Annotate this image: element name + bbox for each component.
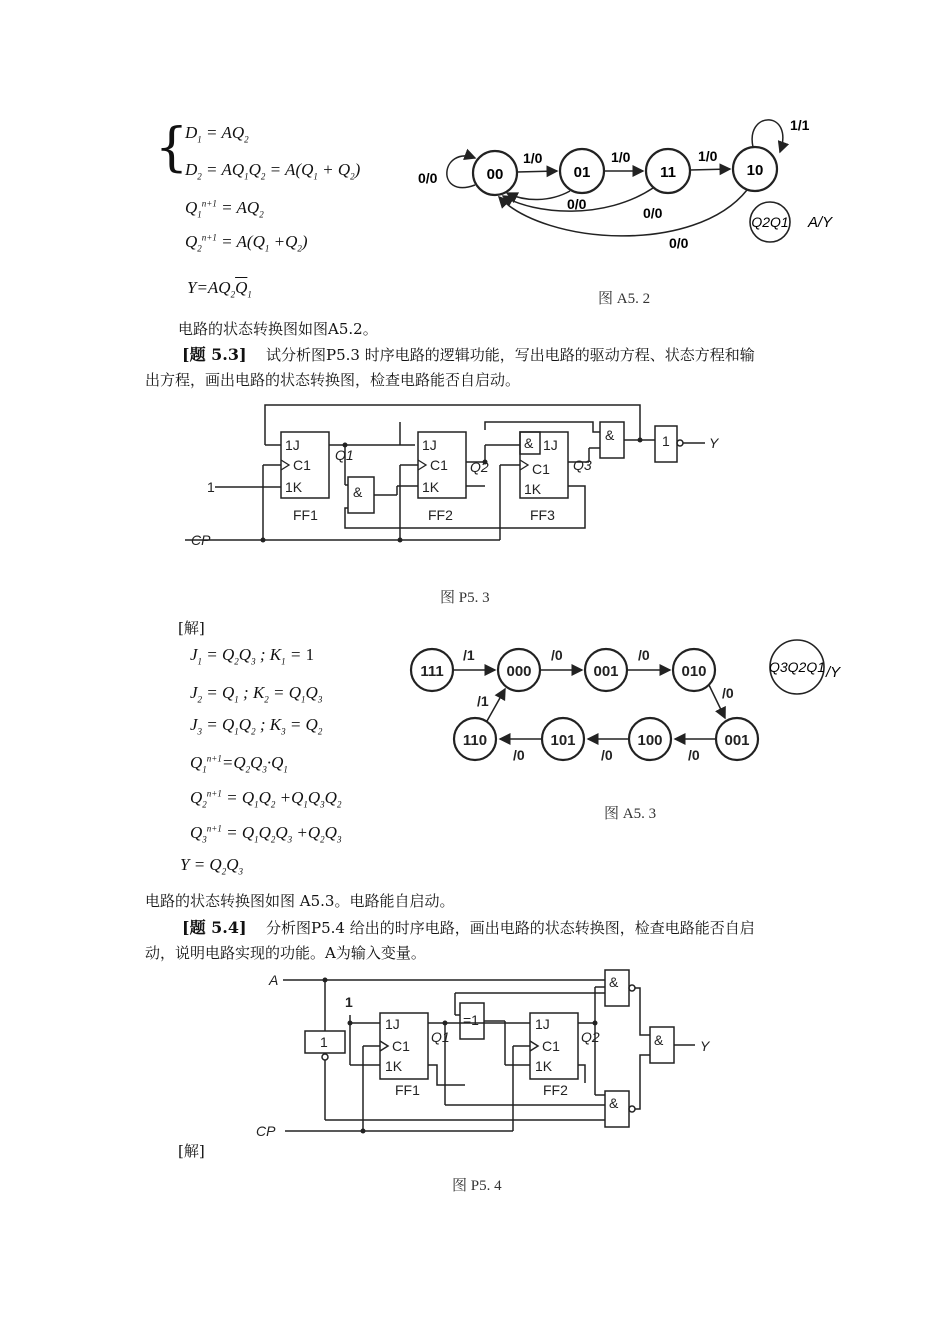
p54-and-bottom: & [609, 1095, 619, 1111]
ff3-c: C1 [532, 461, 550, 477]
eq53-1: $J_1 = Q_2Q_3$ ; $K_1 = 1$ [190, 645, 315, 667]
legend-io-a52: A/Y [808, 214, 833, 231]
q1-label: Q1 [335, 447, 354, 463]
a53-state-101: 101 [550, 732, 576, 749]
a53-lbl-001-010: /0 [638, 647, 650, 663]
circuit-p53 [185, 400, 745, 560]
label-11-10: 1/0 [698, 148, 718, 164]
state-01-label: 01 [573, 164, 591, 181]
eq53-3: $J_3 = Q_1Q_2$ ; $K_3 = Q_2$ [190, 715, 323, 737]
state-10-label: 10 [746, 162, 764, 179]
a53-lbl-110-000: /1 [477, 693, 489, 709]
brace: { [155, 118, 189, 178]
p54-ff2-j: 1J [535, 1016, 550, 1032]
p54-cp: CP [256, 1123, 276, 1139]
ff3-and: & [524, 435, 534, 451]
a53-state-010: 010 [681, 663, 707, 680]
p54-xor: =1 [463, 1012, 479, 1028]
a53-lbl-010-001: /0 [722, 685, 734, 701]
question-54-line1: 分析图P5.4 给出的时序电路，画出电路的状态转换图，检查电路能否自启 [266, 919, 755, 937]
ff1-label: FF1 [293, 507, 318, 523]
circuit-p54 [255, 965, 725, 1145]
state-00 [473, 151, 517, 195]
solution-tag-53: [解] [178, 619, 205, 637]
label-00-01: 1/0 [523, 150, 543, 166]
ff2-c: C1 [430, 457, 448, 473]
p54-and-out: & [654, 1032, 664, 1048]
out-y: Y [709, 435, 719, 451]
a53-state-000: 000 [506, 663, 532, 680]
p54-ff2-label: FF2 [543, 1082, 568, 1098]
ff3-j: 1J [543, 437, 558, 453]
eq53-6: $Q_3^{n+1} = Q_1Q_2Q_3 +Q_2Q_3$ [190, 823, 342, 845]
p54-ff1-k: 1K [385, 1058, 403, 1074]
eq-y: $Y=AQ_2\overline{Q}_1$ [187, 278, 252, 300]
and-gate-top: & [605, 427, 615, 443]
a53-lbl-001-100: /0 [688, 747, 700, 763]
p54-a-label: A [269, 972, 279, 988]
p54-input-1: 1 [345, 994, 353, 1010]
label-self10: 1/1 [790, 117, 810, 133]
p54-out-y: Y [700, 1038, 710, 1054]
eq53-5: $Q_2^{n+1} = Q_1Q_2 +Q_1Q_3Q_2$ [190, 788, 342, 810]
eq53-2: $J_2 = Q_1$ ; $K_2 = Q_1Q_3$ [190, 683, 323, 705]
tag-54: [题 5.4] [182, 918, 247, 937]
p54-q1: Q1 [431, 1029, 450, 1045]
conclusion-53: 电路的状态转换图如图 A5.3。电路能自启动。 [145, 892, 455, 910]
caption-a53: 图 A5. 3 [604, 806, 657, 822]
p54-ff2-c: C1 [542, 1038, 560, 1054]
ff1-k: 1K [285, 479, 303, 495]
ff2-k: 1K [422, 479, 440, 495]
caption-a52: 图 A5. 2 [598, 291, 651, 307]
label-01-11: 1/0 [611, 149, 631, 165]
legend-a52: Q2Q1 [751, 214, 789, 230]
a53-state-100: 100 [637, 732, 663, 749]
q2-label: Q2 [470, 459, 489, 475]
state-10 [733, 147, 777, 191]
q3-label: Q3 [573, 457, 592, 473]
and-gate-lower: & [353, 484, 363, 500]
legend-io-a53: /Y [826, 664, 841, 681]
p54-ff1-c: C1 [392, 1038, 410, 1054]
cp-label: CP [191, 532, 211, 548]
p54-inv: 1 [320, 1034, 328, 1050]
question-54-line2: 动，说明电路实现的功能。A为输入变量。 [145, 944, 426, 962]
a53-state-001-top: 001 [593, 663, 619, 680]
p54-q2: Q2 [581, 1029, 600, 1045]
state-11-label: 11 [660, 164, 676, 181]
state-11 [646, 149, 690, 193]
state-00-label: 00 [486, 166, 504, 183]
question-53-line2: 出方程，画出电路的状态转换图，检查电路能否自启动。 [145, 371, 521, 389]
conclusion-52: 电路的状态转换图如图A5.2。 [178, 320, 378, 338]
label-self00: 0/0 [418, 170, 438, 186]
label-back01: 0/0 [567, 196, 587, 212]
a53-lbl-000-001: /0 [551, 647, 563, 663]
eq-q1n: $Q_1^{n+1} = AQ_2$ [185, 198, 264, 220]
legend-a53: Q3Q2Q1 [768, 659, 826, 675]
p54-and-top: & [609, 974, 619, 990]
eq-q2n: $Q_2^{n+1} = A(Q_1 +Q_2)$ [185, 232, 308, 254]
ff3-label: FF3 [530, 507, 555, 523]
caption-p53: 图 P5. 3 [440, 590, 490, 606]
eq-d1: $D_1 = AQ_2$ [185, 123, 249, 145]
a53-lbl-111-000: /1 [463, 647, 475, 663]
solution-tag-54: [解] [178, 1142, 205, 1160]
eq53-4: $Q_1^{n+1}=Q_2Q_3\cdot Q_1$ [190, 753, 288, 775]
ff1-j: 1J [285, 437, 300, 453]
caption-p54: 图 P5. 4 [452, 1178, 502, 1194]
state-diagram-a52 [415, 110, 845, 310]
a53-state-110: 110 [462, 732, 488, 749]
state-01 [560, 149, 604, 193]
a53-state-001-right: 001 [724, 732, 750, 749]
ff1-c: C1 [293, 457, 311, 473]
eq53-7: $Y = Q_2Q_3$ [180, 855, 243, 877]
label-back11: 0/0 [643, 205, 663, 221]
tag-53: [题 5.3] [182, 345, 247, 364]
eq-d2: $D_2 = AQ_1Q_2 = A(Q_1 + Q_2)$ [185, 160, 361, 182]
p54-ff1-j: 1J [385, 1016, 400, 1032]
p54-ff2-k: 1K [535, 1058, 553, 1074]
a53-lbl-101-110: /0 [513, 747, 525, 763]
label-back10: 0/0 [669, 235, 689, 251]
question-53-line1: 试分析图P5.3 时序电路的逻辑功能，写出电路的驱动方程、状态方程和输 [266, 346, 755, 364]
p54-ff1-label: FF1 [395, 1082, 420, 1098]
state-diagram-a53 [405, 630, 855, 770]
ff2-label: FF2 [428, 507, 453, 523]
a53-state-111: 111 [420, 663, 444, 680]
ff2-j: 1J [422, 437, 437, 453]
inv-gate: 1 [662, 433, 670, 449]
input-1: 1 [207, 479, 215, 495]
ff3-k: 1K [524, 481, 542, 497]
a53-lbl-100-101: /0 [601, 747, 613, 763]
